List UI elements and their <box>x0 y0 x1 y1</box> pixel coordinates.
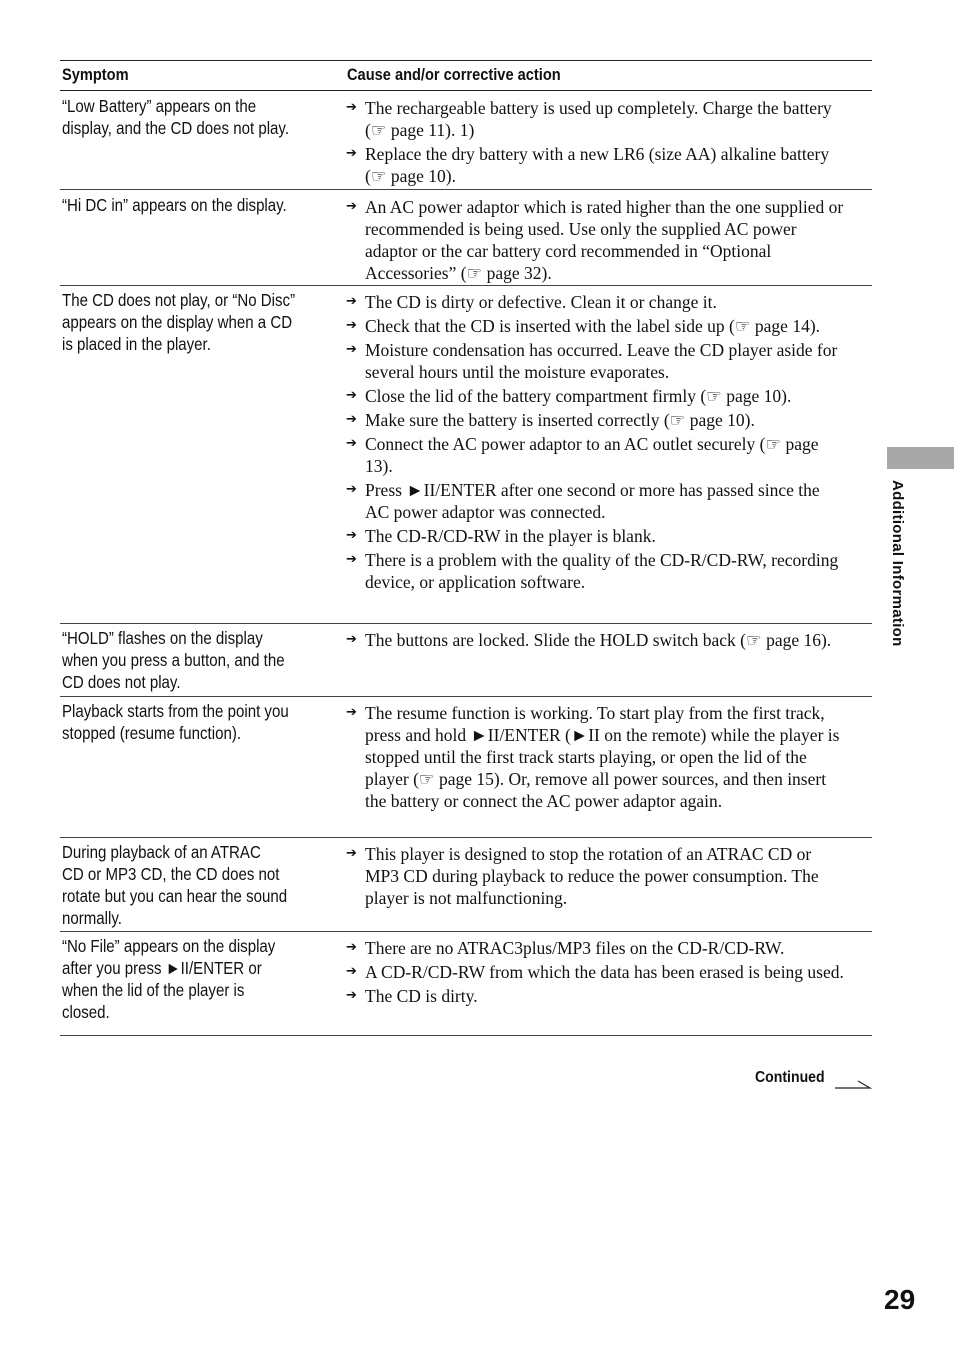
table-row <box>60 838 872 932</box>
cause-item: ➔ There is a problem with the quality of the CD-R/CD-RW, recording device, or application software. <box>346 550 839 592</box>
arrow-icon: ➔ <box>346 294 357 309</box>
cause-item: ➔ The CD is dirty or defective. Clean it or change it. <box>346 292 717 312</box>
symptom-cell: “No File” appears on the display after you press ►II/ENTER or when the lid of the player is closed. <box>62 936 276 1022</box>
symptom-cell: “Low Battery” appears on the display, and the CD does not play. <box>62 96 289 138</box>
symptom-cell: “HOLD” flashes on the display when you press a button, and the CD does not play. <box>62 628 285 692</box>
table-row <box>60 697 872 838</box>
symptom-cell: “Hi DC in” appears on the display. <box>62 195 287 215</box>
cause-cell <box>346 291 846 595</box>
cause-item: ➔ Make sure the battery is inserted correctly (☞ page 10). <box>346 410 755 430</box>
section-tab <box>887 447 954 469</box>
arrow-icon: ➔ <box>346 705 357 720</box>
cause-cell <box>346 97 846 189</box>
cause-column-header: Cause and/or corrective action <box>347 65 561 84</box>
continued-label: Continued <box>755 1069 825 1086</box>
arrow-icon: ➔ <box>346 388 357 403</box>
cause-cell <box>346 702 846 814</box>
cause-item: ➔ Close the lid of the battery compartment firmly (☞ page 10). <box>346 386 792 406</box>
symptom-cell: During playback of an ATRAC CD or MP3 CD, the CD does not rotate but you can hear the sound normally. <box>62 842 288 928</box>
cause-cell <box>346 937 846 1009</box>
cause-item: ➔ Replace the dry battery with a new LR6 (size AA) alkaline battery (☞ page 10). <box>346 144 830 186</box>
symptom-cell: Playback starts from the point you stopped (resume function). <box>62 701 289 743</box>
cause-item: ➔ A CD-R/CD-RW from which the data has been erased is being used. <box>346 962 844 982</box>
arrow-icon: ➔ <box>346 632 357 647</box>
section-label: Additional Information <box>889 480 906 647</box>
arrow-icon: ➔ <box>346 146 357 161</box>
troubleshooting-table <box>60 60 872 1036</box>
arrow-icon: ➔ <box>346 100 357 115</box>
cause-cell <box>346 629 846 653</box>
cause-item: ➔ The buttons are locked. Slide the HOLD switch back (☞ page 16). <box>346 630 832 650</box>
cause-item: ➔ The CD is dirty. <box>346 986 478 1006</box>
arrow-icon: ➔ <box>346 552 357 567</box>
table-header <box>60 60 872 91</box>
arrow-icon: ➔ <box>346 482 357 497</box>
table-row <box>60 91 872 190</box>
table-row <box>60 932 872 1036</box>
arrow-icon: ➔ <box>346 528 357 543</box>
arrow-icon: ➔ <box>346 199 357 214</box>
cause-item: ➔ An AC power adaptor which is rated higher than the one supplied or recommended is being used. Use only the supplied AC power adaptor or the car battery cord recommended in “Optional Accessories” (☞ page 32). <box>346 197 844 283</box>
page-number: 29 <box>884 1284 916 1315</box>
cause-item: ➔ The resume function is working. To start play from the first track, press and hold ►II/ENTER (►II on the remote) while the player is stopped until the first track starts playing, or open the lid of the player (☞ page 15). Or, remove all power sources, and then insert the battery or connect the AC power adaptor again. <box>346 703 840 811</box>
table-row <box>60 624 872 697</box>
arrow-icon: ➔ <box>346 436 357 451</box>
arrow-icon: ➔ <box>346 964 357 979</box>
table-row <box>60 286 872 624</box>
arrow-icon: ➔ <box>346 846 357 861</box>
arrow-icon: ➔ <box>346 412 357 427</box>
cause-cell <box>346 843 846 911</box>
arrow-icon: ➔ <box>346 988 357 1003</box>
arrow-icon: ➔ <box>346 342 357 357</box>
cause-item: ➔ Check that the CD is inserted with the label side up (☞ page 14). <box>346 316 821 336</box>
cause-item: ➔ This player is designed to stop the rotation of an ATRAC CD or MP3 CD during playback to reduce the power consumption. The player is not malfunctioning. <box>346 844 819 908</box>
continued-arrow-icon <box>834 1080 872 1090</box>
cause-item: ➔ Moisture condensation has occurred. Leave the CD player aside for several hours until the moisture evaporates. <box>346 340 838 382</box>
arrow-icon: ➔ <box>346 940 357 955</box>
cause-cell <box>346 196 846 286</box>
cause-item: ➔ The rechargeable battery is used up completely. Charge the battery (☞ page 11). 1) <box>346 98 832 140</box>
arrow-icon: ➔ <box>346 318 357 333</box>
cause-item: ➔ The CD-R/CD-RW in the player is blank. <box>346 526 656 546</box>
cause-item: ➔ Press ►II/ENTER after one second or more has passed since the AC power adaptor was connected. <box>346 480 820 522</box>
cause-item: ➔ Connect the AC power adaptor to an AC outlet securely (☞ page 13). <box>346 434 819 476</box>
cause-item: ➔ There are no ATRAC3plus/MP3 files on the CD-R/CD-RW. <box>346 938 785 958</box>
symptom-cell: The CD does not play, or “No Disc” appears on the display when a CD is placed in the player. <box>62 290 296 354</box>
table-row <box>60 190 872 286</box>
symptom-column-header: Symptom <box>62 65 129 84</box>
